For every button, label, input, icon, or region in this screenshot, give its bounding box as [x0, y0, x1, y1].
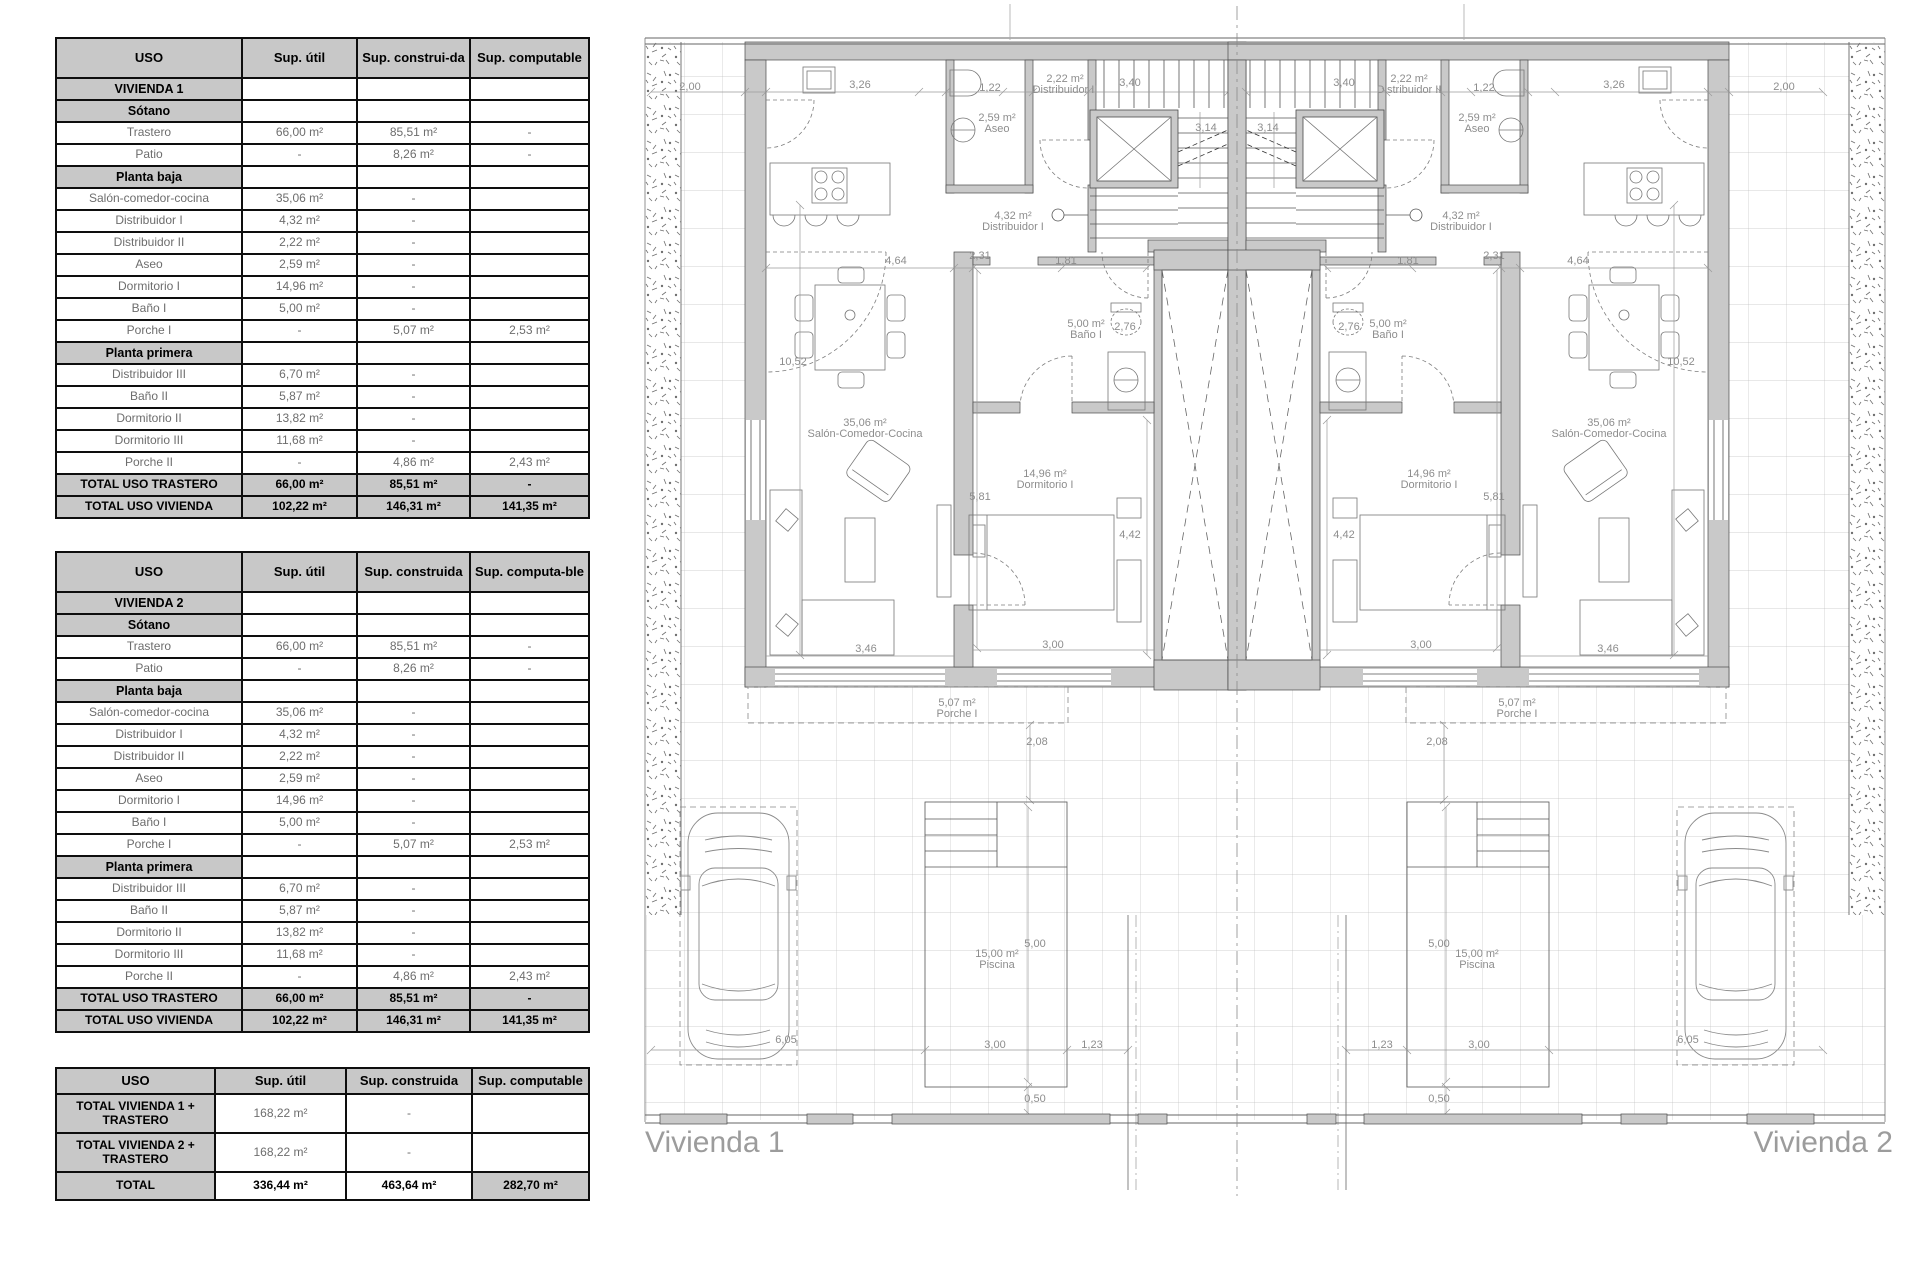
- table-cell: 2,53 m²: [470, 320, 589, 342]
- table-row: [56, 408, 589, 430]
- table-cell: -: [470, 144, 589, 166]
- plan-label: 5,81: [969, 491, 991, 503]
- table-cell: 35,06 m²: [242, 188, 357, 210]
- plan-label: 3,00: [984, 1039, 1006, 1051]
- table-cell: Dormitorio III: [56, 944, 242, 966]
- table-cell: [470, 922, 589, 944]
- table-cell: 102,22 m²: [242, 1010, 357, 1032]
- table-cell: Planta primera: [56, 342, 242, 364]
- plan-label: 14,96 m² Dormitorio I: [1400, 468, 1458, 491]
- table-row: [56, 496, 589, 518]
- table-row: [56, 614, 589, 636]
- table-cell: [470, 342, 589, 364]
- table-row: [56, 878, 589, 900]
- table-cell: Planta primera: [56, 856, 242, 878]
- table-cell: [470, 724, 589, 746]
- table-cell: [470, 188, 589, 210]
- table-cell: 66,00 m²: [242, 636, 357, 658]
- plan-label: 3,46: [1597, 643, 1619, 655]
- table-cell: [470, 592, 589, 614]
- table-cell: [470, 856, 589, 878]
- table-cell: -: [357, 430, 470, 452]
- table-cell: -: [357, 812, 470, 834]
- table-cell: -: [357, 900, 470, 922]
- plan-label: 1,81: [1055, 255, 1077, 267]
- table-cell: 168,22 m²: [215, 1133, 346, 1172]
- table-cell: 85,51 m²: [357, 636, 470, 658]
- table-cell: Patio: [56, 658, 242, 680]
- plan-label: 2,31: [1483, 250, 1505, 262]
- table-cell: Distribuidor I: [56, 210, 242, 232]
- table-cell: TOTAL VIVIENDA 1 + TRASTERO: [56, 1094, 215, 1133]
- table-cell: [470, 878, 589, 900]
- plan-label: 2,08: [1026, 736, 1048, 748]
- table-cell: 4,32 m²: [242, 210, 357, 232]
- unit-caption: Vivienda 2: [1753, 1126, 1893, 1159]
- plan-label: 4,42: [1119, 529, 1141, 541]
- table-cell: Salón-comedor-cocina: [56, 702, 242, 724]
- table-cell: [470, 768, 589, 790]
- table-cell: [242, 342, 357, 364]
- plan-label: 2,08: [1426, 736, 1448, 748]
- table-cell: -: [357, 364, 470, 386]
- table-cell: 146,31 m²: [357, 496, 470, 518]
- plan-label: 5,00: [1428, 938, 1450, 950]
- table-cell: Planta baja: [56, 680, 242, 702]
- table-cell: [470, 812, 589, 834]
- plan-label: 3,00: [1042, 639, 1064, 651]
- site-paving: [645, 42, 1885, 1120]
- table-cell: 2,59 m²: [242, 254, 357, 276]
- table-row: [56, 1010, 589, 1032]
- table-row: [56, 1094, 589, 1133]
- table-cell: 66,00 m²: [242, 474, 357, 496]
- table-cell: 4,32 m²: [242, 724, 357, 746]
- table-cell: -: [357, 232, 470, 254]
- plan-label: 2,00: [1773, 81, 1795, 93]
- plan-label: 15,00 m² Piscina: [975, 948, 1019, 971]
- table-cell: 5,87 m²: [242, 900, 357, 922]
- plan-label: 1,81: [1397, 255, 1419, 267]
- plan-label: 2,22 m² Distribuidor II: [1032, 73, 1098, 96]
- table-cell: Dormitorio I: [56, 276, 242, 298]
- table-cell: 8,26 m²: [357, 658, 470, 680]
- table-row: [56, 188, 589, 210]
- table-cell: Porche II: [56, 966, 242, 988]
- plan-label: 0,50: [1024, 1093, 1046, 1105]
- table-cell: -: [357, 254, 470, 276]
- table-row: [56, 724, 589, 746]
- plan-label: 5,81: [1483, 491, 1505, 503]
- table-cell: -: [357, 276, 470, 298]
- plan-label: 5,00 m² Baño I: [1067, 318, 1105, 341]
- table-row: [56, 988, 589, 1010]
- table-cell: 282,70 m²: [472, 1172, 589, 1200]
- table-cell: 141,35 m²: [470, 496, 589, 518]
- plan-label: 1,23: [1081, 1039, 1103, 1051]
- plan-label: 3,14: [1195, 122, 1217, 134]
- table-cell: 14,96 m²: [242, 276, 357, 298]
- table-cell: Distribuidor III: [56, 878, 242, 900]
- table-cell: 85,51 m²: [357, 122, 470, 144]
- plan-label: 3,46: [855, 643, 877, 655]
- table-row: [56, 834, 589, 856]
- table-cell: Baño I: [56, 812, 242, 834]
- table-cell: 5,07 m²: [357, 834, 470, 856]
- table-cell: 85,51 m²: [357, 988, 470, 1010]
- table-cell: Baño II: [56, 900, 242, 922]
- table-cell: TOTAL VIVIENDA 2 + TRASTERO: [56, 1133, 215, 1172]
- table-cell: [470, 900, 589, 922]
- table-cell: 2,22 m²: [242, 232, 357, 254]
- table-cell: 463,64 m²: [346, 1172, 472, 1200]
- table-cell: [470, 364, 589, 386]
- table-row: [56, 856, 589, 878]
- table-row: [56, 364, 589, 386]
- table-cell: Dormitorio II: [56, 922, 242, 944]
- plan-label: 3,40: [1119, 77, 1141, 89]
- shaft: [1090, 110, 1178, 188]
- table-row: [56, 452, 589, 474]
- plan-label: 3,00: [1410, 639, 1432, 651]
- table-cell: TOTAL USO TRASTERO: [56, 988, 242, 1010]
- plan-label: 2,59 m² Aseo: [1458, 112, 1496, 135]
- table-cell: 5,07 m²: [357, 320, 470, 342]
- table-cell: Dormitorio III: [56, 430, 242, 452]
- plan-label: 4,32 m² Distribuidor I: [1430, 210, 1492, 233]
- table-cell: -: [346, 1133, 472, 1172]
- table-row: [56, 1133, 589, 1172]
- floor-plan: [630, 0, 1900, 1280]
- table-cell: [470, 100, 589, 122]
- table-cell: Patio: [56, 144, 242, 166]
- table-cell: [357, 166, 470, 188]
- table-cell: Distribuidor III: [56, 364, 242, 386]
- table-cell: 13,82 m²: [242, 408, 357, 430]
- table-cell: Salón-comedor-cocina: [56, 188, 242, 210]
- plan-label: 6,05: [775, 1034, 797, 1046]
- table-cell: TOTAL USO TRASTERO: [56, 474, 242, 496]
- table-cell: Sótano: [56, 100, 242, 122]
- table-cell: [470, 276, 589, 298]
- table-cell: Baño II: [56, 386, 242, 408]
- plan-label: 4,64: [1567, 255, 1589, 267]
- table-row: [56, 922, 589, 944]
- table-cell: [242, 78, 357, 100]
- plan-label: 1,22: [979, 82, 1001, 94]
- plan-label: 14,96 m² Dormitorio I: [1016, 468, 1074, 491]
- plan-label: 3,14: [1257, 122, 1279, 134]
- table-cell: [242, 166, 357, 188]
- table-cell: [470, 408, 589, 430]
- table-cell: VIVIENDA 2: [56, 592, 242, 614]
- table-row: [56, 144, 589, 166]
- table-cell: [470, 254, 589, 276]
- table-cell: Distribuidor I: [56, 724, 242, 746]
- table-cell: [470, 78, 589, 100]
- table-cell: Porche II: [56, 452, 242, 474]
- table-cell: -: [357, 188, 470, 210]
- table-cell: -: [242, 452, 357, 474]
- column-header: Sup. útil: [242, 552, 357, 592]
- table-cell: Aseo: [56, 254, 242, 276]
- table-cell: -: [242, 966, 357, 988]
- table-cell: -: [357, 408, 470, 430]
- table-cell: Dormitorio II: [56, 408, 242, 430]
- column-header: Sup. construi-da: [357, 38, 470, 78]
- plan-label: 0,50: [1428, 1093, 1450, 1105]
- plan-label: 1,22: [1473, 82, 1495, 94]
- table-cell: -: [357, 790, 470, 812]
- area-table-vivienda-1: [55, 37, 590, 519]
- plan-label: 2,00: [679, 81, 701, 93]
- table-cell: [470, 386, 589, 408]
- table-cell: TOTAL: [56, 1172, 215, 1200]
- plan-label: 3,26: [849, 79, 871, 91]
- table-cell: 141,35 m²: [470, 1010, 589, 1032]
- table-row: [56, 474, 589, 496]
- plan-label: 5,00: [1024, 938, 1046, 950]
- table-cell: -: [470, 636, 589, 658]
- table-cell: 2,43 m²: [470, 966, 589, 988]
- table-cell: [470, 430, 589, 452]
- table-cell: Sótano: [56, 614, 242, 636]
- table-row: [56, 592, 589, 614]
- table-cell: -: [357, 746, 470, 768]
- table-row: [56, 166, 589, 188]
- plan-label: 6,05: [1677, 1034, 1699, 1046]
- table-cell: -: [357, 768, 470, 790]
- table-cell: -: [242, 834, 357, 856]
- table-cell: [242, 592, 357, 614]
- table-cell: [470, 790, 589, 812]
- table-row: [56, 900, 589, 922]
- table-cell: -: [357, 702, 470, 724]
- table-row: [56, 944, 589, 966]
- table-row: [56, 636, 589, 658]
- plan-label: 3,00: [1468, 1039, 1490, 1051]
- plan-label: 4,32 m² Distribuidor I: [982, 210, 1044, 233]
- table-cell: 102,22 m²: [242, 496, 357, 518]
- table-cell: [242, 856, 357, 878]
- plan-label: 35,06 m² Salón-Comedor-Cocina: [807, 417, 923, 440]
- table-row: [56, 1172, 589, 1200]
- table-cell: [357, 342, 470, 364]
- table-cell: 336,44 m²: [215, 1172, 346, 1200]
- table-cell: Porche I: [56, 834, 242, 856]
- table-cell: -: [357, 298, 470, 320]
- table-cell: -: [357, 724, 470, 746]
- table-cell: [357, 592, 470, 614]
- table-cell: 168,22 m²: [215, 1094, 346, 1133]
- table-cell: [242, 100, 357, 122]
- table-row: [56, 746, 589, 768]
- table-cell: Porche I: [56, 320, 242, 342]
- table-row: [56, 78, 589, 100]
- table-cell: [470, 614, 589, 636]
- table-cell: Planta baja: [56, 166, 242, 188]
- table-cell: [357, 78, 470, 100]
- column-header: Sup. computable: [472, 1068, 589, 1094]
- plan-label: 35,06 m² Salón-Comedor-Cocina: [1551, 417, 1667, 440]
- table-cell: -: [470, 658, 589, 680]
- table-cell: 11,68 m²: [242, 430, 357, 452]
- plan-label: 5,07 m² Porche I: [1496, 697, 1538, 720]
- table-cell: [470, 746, 589, 768]
- plan-label: 5,07 m² Porche I: [936, 697, 978, 720]
- plan-label: 10,52: [1667, 356, 1695, 368]
- table-cell: 146,31 m²: [357, 1010, 470, 1032]
- table-cell: 4,86 m²: [357, 452, 470, 474]
- column-header: Sup. útil: [215, 1068, 346, 1094]
- column-header: USO: [56, 38, 242, 78]
- plan-label: 3,40: [1333, 77, 1355, 89]
- table-row: [56, 790, 589, 812]
- table-cell: [242, 680, 357, 702]
- plan-label: 4,64: [885, 255, 907, 267]
- table-cell: 14,96 m²: [242, 790, 357, 812]
- table-cell: 85,51 m²: [357, 474, 470, 496]
- plan-label: 2,76: [1338, 321, 1360, 333]
- table-row: [56, 232, 589, 254]
- table-cell: Baño I: [56, 298, 242, 320]
- plan-label: 2,59 m² Aseo: [978, 112, 1016, 135]
- column-header: USO: [56, 552, 242, 592]
- plan-label: 15,00 m² Piscina: [1455, 948, 1499, 971]
- table-row: [56, 430, 589, 452]
- table-cell: 4,86 m²: [357, 966, 470, 988]
- table-cell: -: [346, 1094, 472, 1133]
- plan-label: 2,22 m² Distribuidor II: [1376, 73, 1442, 96]
- table-cell: [470, 702, 589, 724]
- table-cell: [470, 944, 589, 966]
- table-cell: [470, 680, 589, 702]
- table-cell: 2,53 m²: [470, 834, 589, 856]
- table-cell: 35,06 m²: [242, 702, 357, 724]
- column-header: Sup. útil: [242, 38, 357, 78]
- table-cell: -: [357, 944, 470, 966]
- table-cell: 2,59 m²: [242, 768, 357, 790]
- plan-label: 4,42: [1333, 529, 1355, 541]
- column-header: USO: [56, 1068, 215, 1094]
- table-cell: 8,26 m²: [357, 144, 470, 166]
- table-cell: -: [357, 878, 470, 900]
- table-cell: 5,87 m²: [242, 386, 357, 408]
- table-cell: [472, 1094, 589, 1133]
- plan-label: 10,52: [779, 356, 807, 368]
- table-cell: VIVIENDA 1: [56, 78, 242, 100]
- table-row: [56, 298, 589, 320]
- table-cell: [470, 298, 589, 320]
- table-cell: 13,82 m²: [242, 922, 357, 944]
- table-cell: 5,00 m²: [242, 298, 357, 320]
- plan-label: 5,00 m² Baño I: [1369, 318, 1407, 341]
- table-cell: -: [470, 474, 589, 496]
- table-row: [56, 100, 589, 122]
- table-cell: 6,70 m²: [242, 364, 357, 386]
- table-cell: 6,70 m²: [242, 878, 357, 900]
- table-cell: -: [357, 386, 470, 408]
- table-cell: 66,00 m²: [242, 988, 357, 1010]
- table-row: [56, 658, 589, 680]
- column-header: Sup. computa-ble: [470, 552, 589, 592]
- table-cell: 2,22 m²: [242, 746, 357, 768]
- table-row: [56, 768, 589, 790]
- table-cell: Trastero: [56, 636, 242, 658]
- column-header: Sup. computable: [470, 38, 589, 78]
- table-cell: -: [470, 122, 589, 144]
- table-cell: 11,68 m²: [242, 944, 357, 966]
- table-cell: [470, 166, 589, 188]
- table-cell: [357, 614, 470, 636]
- table-cell: Distribuidor II: [56, 232, 242, 254]
- table-row: [56, 342, 589, 364]
- table-cell: -: [470, 988, 589, 1010]
- unit-caption: Vivienda 1: [645, 1126, 785, 1159]
- table-cell: [470, 210, 589, 232]
- table-row: [56, 702, 589, 724]
- table-cell: Distribuidor II: [56, 746, 242, 768]
- table-cell: -: [242, 144, 357, 166]
- table-row: [56, 812, 589, 834]
- table-cell: -: [357, 210, 470, 232]
- table-row: [56, 122, 589, 144]
- table-row: [56, 254, 589, 276]
- table-row: [56, 276, 589, 298]
- area-table-vivienda-2: [55, 551, 590, 1033]
- column-header: Sup. construida: [346, 1068, 472, 1094]
- plan-label: 1,23: [1371, 1039, 1393, 1051]
- table-cell: [470, 232, 589, 254]
- table-cell: Dormitorio I: [56, 790, 242, 812]
- table-cell: [357, 856, 470, 878]
- table-cell: [357, 680, 470, 702]
- table-cell: [242, 614, 357, 636]
- table-cell: Aseo: [56, 768, 242, 790]
- table-cell: TOTAL USO VIVIENDA: [56, 496, 242, 518]
- column-header: Sup. construida: [357, 552, 470, 592]
- table-cell: 5,00 m²: [242, 812, 357, 834]
- table-row: [56, 320, 589, 342]
- table-row: [56, 210, 589, 232]
- area-table-totales: [55, 1067, 590, 1201]
- table-cell: [472, 1133, 589, 1172]
- table-cell: 2,43 m²: [470, 452, 589, 474]
- table-cell: [357, 100, 470, 122]
- plan-label: 3,26: [1603, 79, 1625, 91]
- table-cell: 66,00 m²: [242, 122, 357, 144]
- plan-label: 2,76: [1114, 321, 1136, 333]
- table-row: [56, 966, 589, 988]
- table-row: [56, 386, 589, 408]
- table-cell: -: [357, 922, 470, 944]
- table-cell: -: [242, 658, 357, 680]
- table-cell: Trastero: [56, 122, 242, 144]
- table-cell: -: [242, 320, 357, 342]
- table-cell: TOTAL USO VIVIENDA: [56, 1010, 242, 1032]
- plan-label: 2,31: [969, 250, 991, 262]
- table-row: [56, 680, 589, 702]
